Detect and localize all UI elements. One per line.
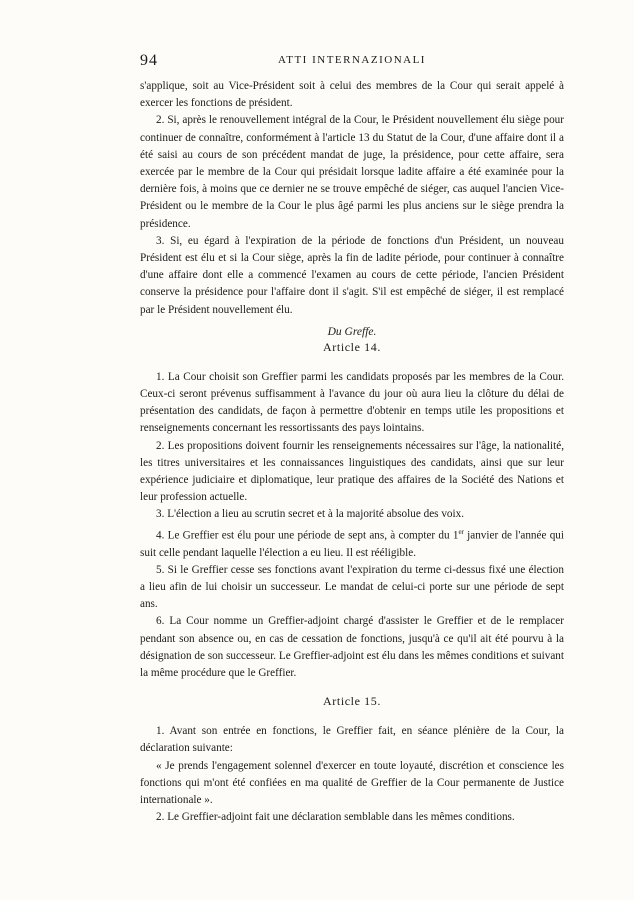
page-header (140, 52, 564, 74)
paragraph-3: 3. Si, eu égard à l'expiration de la période de fonctions d'un Président, un nouveau Président est élu et si la Cour siège, après la fin de ladite période, pour continuer à connaître d'une affaire dont elle a commencé l'examen au cours de cette période, l'ancien Président conserve la présidence pour l'affaire dont il s'agit. S'il est empêché de siéger, il est remplacé par le Président nouvellement élu. (140, 234, 564, 316)
article-14-paragraph-2: 2. Les propositions doivent fournir les renseignements nécessaires sur l'âge, la nationalité, les titres universitaires et les connaissances linguistiques des candidats, ainsi que sur leur expérience judiciaire et diplomatique, leur pratique des affaires de la Société des Nations et leur profession actuelle. (140, 439, 564, 504)
article-15-paragraph-2: 2. Le Greffier-adjoint fait une déclaration semblable dans les mêmes conditions. (156, 811, 515, 824)
ordinal-superscript: er (458, 527, 464, 536)
article-15-title: Article 15. (323, 694, 381, 709)
paragraph-2: 2. Si, après le renouvellement intégral de la Cour, le Président nouvellement élu siège pour continuer de connaître, conformément à l'article 13 du Statut de la Cour, d'une affaire dont il a été saisi au cours de son précédent mandat de juge, la présidence, pour cette affaire, sera exercée par le membre de la Cour qui présidait lorsque ladite affaire a été examinée pour la dernière fois, à moins que ce dernier ne se trouve empêché de siéger, cas auquel l'ancien Vice-Président ou le membre de la Cour le plus âgé parmi les plus anciens sur le siège prendra la présidence. (140, 114, 564, 230)
article-14-paragraph-4 (140, 524, 564, 562)
article-14-title: Article 14. (323, 339, 381, 354)
article-14-paragraph-6: 6. La Cour nomme un Greffier-adjoint chargé d'assister le Greffier et de le remplacer pendant son absence ou, en cas de cessation de fonctions, jusqu'à ce qu'il ait été pourvu à la désignation de son successeur. Le Greffier-adjoint est élu dans les mêmes conditions et suivant la même procédure que le Greffier. (140, 615, 564, 680)
article-14-paragraph-4-end: janvier de l'année qui suit celle pendant laquelle l'élection a eu lieu. Il est rééligible. (140, 529, 564, 559)
continuation-paragraph: s'applique, soit au Vice-Président soit à celui des membres de la Cour qui serait appelé à exercer les fonctions de président. (140, 80, 564, 110)
page-number: 94 (140, 52, 158, 69)
article-15-paragraph-1: 1. Avant son entrée en fonctions, le Greffier fait, en séance plénière de la Cour, la déclaration suivante: (140, 725, 564, 755)
article-14-paragraph-4-start: 4. Le Greffier est élu pour une période de sept ans, à compter du 1 (156, 529, 459, 542)
article-15-quote: « Je prends l'engagement solennel d'exercer en toute loyauté, discrétion et conscience les fonctions qui m'ont été confiées en ma qualité de Greffier de la Cour permanente de Justice internationale ». (140, 759, 564, 807)
article-14-paragraph-1: 1. La Cour choisit son Greffier parmi les candidats proposés par les membres de la Cour. Ceux-ci seront prévenus suffisamment à l'avance du jour où aura lieu la clôture du délai de présentation des candidats, de façon à permettre d'obtenir en temps utile les propositions et renseignements concernant les ressortissants des pays lointains. (140, 370, 564, 435)
article-14-paragraph-5: 5. Si le Greffier cesse ses fonctions avant l'expiration du terme ci-dessus fixé une élection a lieu afin de lui choisir un successeur. Le mandat de celui-ci porte sur une période de sept ans. (140, 563, 564, 611)
document-page (140, 52, 564, 826)
section-title: Du Greffe. (327, 325, 377, 338)
running-title: ATTI INTERNAZIONALI (278, 54, 426, 66)
article-14-paragraph-3: 3. L'élection a lieu au scrutin secret et à la majorité absolue des voix. (156, 508, 465, 521)
